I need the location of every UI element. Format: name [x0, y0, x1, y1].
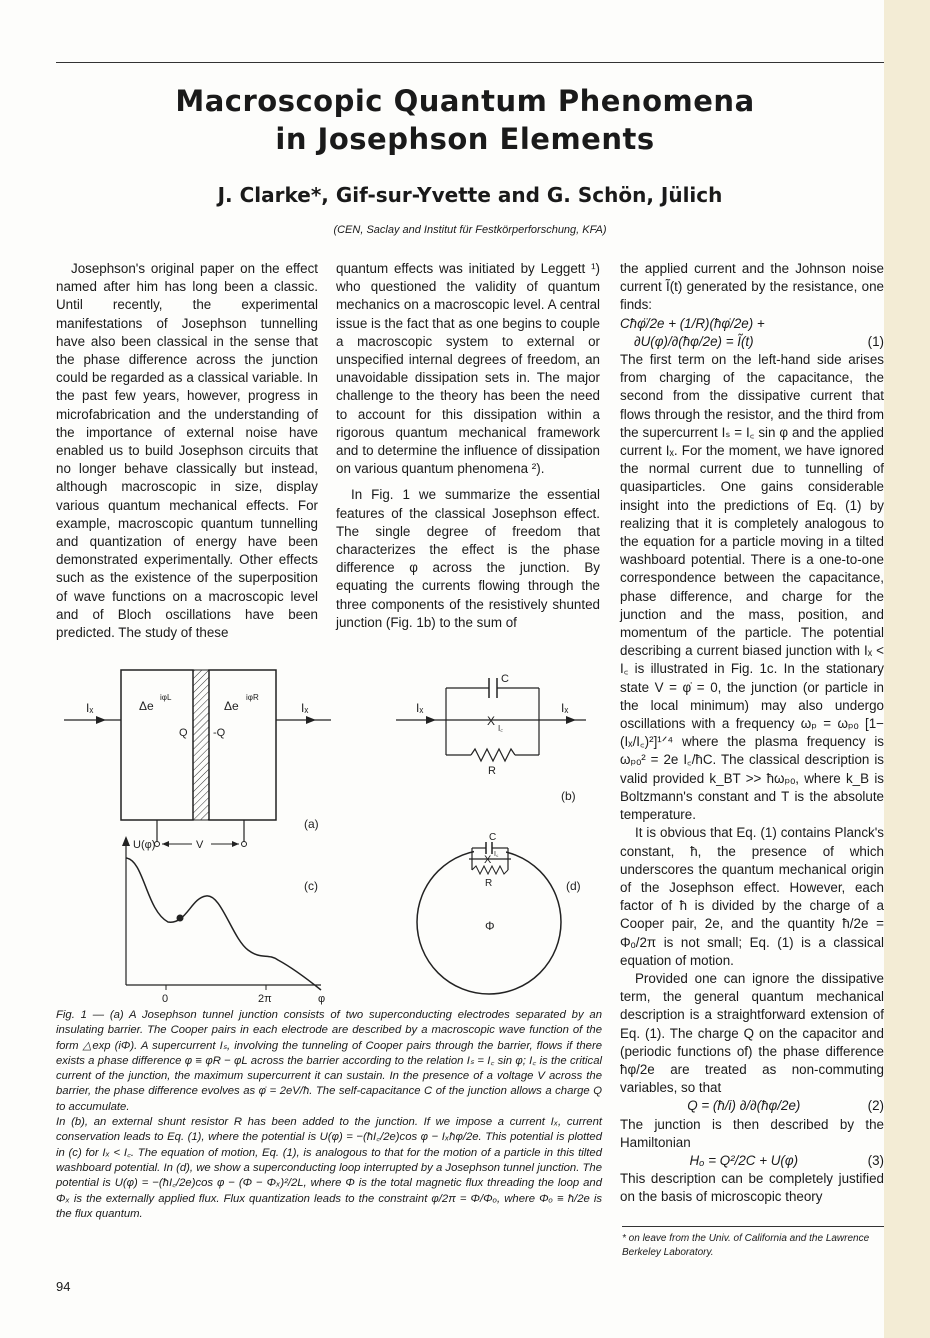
- arrow-icon: [96, 716, 106, 724]
- caption-paragraph: Fig. 1 — (a) A Josephson tunnel junction consists of two superconducting electrodes separated by an insulating barrier. The Cooper pairs in each electrode are described by a macroscopic wave function of the form △exp (iΦ). A supercurrent Iₛ, involving the tunneling of Cooper pairs through the barrier, flows if there exists a phase difference φ ≡ φR − φL across the barrier according to the relation Iₛ = I꜀ sin φ; I꜀ is the critical current of the junction, the maximum supercurrent it can sustain. In the presence of a voltage V across the barrier, the phase difference evolves as φ̇ = 2eV/ħ. The self-capacitance C of the junction allows a charge Q to accumulate.: [56, 1009, 602, 1113]
- caption-paragraph: In (b), an external shunt resistor R has been added to the junction. If we impose a current Iₓ, current conservation leads to Eq. (1), where the potential is U(φ) = −(ħI꜀/2e)cos φ − Iₓħφ/2e. This potential is plotted in (c) for Iₓ < I꜀. The equation of motion, Eq. (1), is analogous to that for the motion of a particle in this tilted washboard potential. In (d), we show a superconducting loop interrupted by a Josephson tunnel junction. The potential is U(φ) = −(ħI꜀/2e)cos φ − (Φ − Φₓ)²/2L, where Φ is the total magnetic flux threading the loop and Φₓ is the externally applied flux. Flux quantization leads to the constraint φ/2π = Φ/Φₒ, where Φₒ ≡ ħ/2e is the flux quantum.: [56, 1116, 602, 1220]
- left-electrode: [121, 670, 193, 820]
- charge-left-label: Q: [179, 727, 188, 739]
- arrow-icon: [162, 841, 169, 847]
- arrow-icon: [122, 836, 130, 846]
- right-wave-label: Δe: [224, 699, 239, 713]
- paragraph: the applied current and the Johnson noise current Ĩ(t) generated by the resistance, one finds:: [620, 261, 884, 313]
- paragraph: The first term on the left-hand side arises from charging of the capacitance, the second from the dissipative current that flows through the resistor, and the third from the supercurrent Iₛ = I꜀ sin φ and the applied current Iₓ. For the moment, we have ignored the normal current due to tunnelling of quasiparticles. One gains considerable insight into the predictions of Eq. (1) by realizing that it is completely analogous to the equation for a particle moving in a tilted washboard potential. There is a one-to-one correspondence between the capacitance, phase difference, and charge for the junction and the mass, position, and momentum of the particle. The potential describing a current biased junction with Iₓ < I꜀ is illustrated in Fig. 1c. In the stationary state V = φ̇ = 0, the junction (or particle in the local minimum) may also undergo oscillations with a frequency ωₚ = ωₚₒ [1−(Iₓ/I꜀)²]¹ᐟ⁴ where the plasma frequency is ωₚₒ² = 2e I꜀/ħC. The classical description is valid provided k_BT >> ħωₚₒ, where k_B is Boltzmann's constant and T is the absolute temperature.: [620, 352, 884, 823]
- charge-right-label: -Q: [213, 727, 226, 739]
- junction-subscript: I꜀: [498, 724, 503, 733]
- right-wave-exponent: iφR: [246, 693, 259, 702]
- equation-3: Hₒ = Q²/2C + U(φ) (3): [620, 1152, 884, 1170]
- resistor-label: R: [485, 878, 493, 889]
- figure-1a-junction: [64, 670, 331, 851]
- equation-2: Q = (ħ/i) ∂/∂(ħφ/2e) (2): [620, 1097, 884, 1115]
- figure-caption: [56, 1008, 602, 1222]
- footnote-rule: [622, 1226, 884, 1227]
- left-wave-exponent: iφL: [160, 693, 172, 702]
- junction-cross: X: [487, 714, 496, 728]
- figure-1: [56, 660, 606, 1005]
- equation-number: (2): [867, 1098, 884, 1114]
- flux-label: Φ: [485, 919, 495, 933]
- article-title: [0, 82, 930, 158]
- x-tick-2pi: 2π: [258, 993, 272, 1005]
- authors: J. Clarke*, Gif-sur-Yvette and G. Schön, Jülich: [217, 183, 723, 207]
- column-2: [336, 260, 600, 632]
- potential-curve: [126, 858, 321, 990]
- arrow-icon: [232, 841, 239, 847]
- column-3: [620, 260, 884, 1207]
- affiliation: (CEN, Saclay and Institut für Festkörperforschung, KFA): [333, 224, 607, 236]
- junction-subscript: I꜀: [494, 851, 499, 858]
- figure-1b-circuit: [396, 673, 586, 803]
- arrow-icon: [426, 716, 436, 724]
- figure-1c-plot: [122, 836, 325, 1005]
- paragraph: The junction is then described by the Hamiltonian: [620, 1116, 884, 1150]
- panel-label-a: (a): [304, 817, 319, 831]
- current-out-label: Iₓ: [301, 701, 309, 715]
- y-axis-label: U(φ): [133, 839, 156, 851]
- title-line-1: Macroscopic Quantum Phenomena: [175, 84, 755, 118]
- current-out-label: Iₓ: [561, 701, 569, 715]
- paragraph: This description can be completely justified on the basis of microscopic theory: [620, 1171, 884, 1205]
- particle-dot: [177, 915, 184, 922]
- arrow-icon: [306, 716, 316, 724]
- paragraph: quantum effects was initiated by Leggett ¹) who questioned the validity of quantum mechanics on a macroscopic level. A central issue is the fact that as one begins to couple a macroscopic system to external or unspecified internal degrees of freedom, an unavoidable dissipation sets in. The major challenge to the theory has been the need to account for this dissipation within a rigorous quantum mechanical framework and to determine the influence of dissipation on various quantum phenomena ²).: [336, 261, 600, 477]
- arrow-icon: [566, 716, 576, 724]
- panel-label-c: (c): [304, 879, 318, 893]
- equation-1-line-1: Cħφ̈/2e + (1/R)(ħφ̇/2e) +: [620, 315, 765, 331]
- right-electrode: [209, 670, 276, 820]
- x-tick-0: 0: [162, 993, 169, 1005]
- resistor-zigzag: [471, 749, 515, 761]
- equation-number: (3): [867, 1152, 884, 1168]
- capacitor-label: C: [501, 673, 509, 685]
- paragraph: In Fig. 1 we summarize the essential features of the classical Josephson effect. The single degree of freedom that characterizes the effect is the phase difference φ across the junction. By equating the currents flowing through the three components of the resistively shunted junction (Fig. 1b) to the sum of: [336, 487, 600, 630]
- top-rule: [56, 62, 884, 63]
- page-number: 94: [56, 1279, 71, 1294]
- equation-number: (1): [867, 333, 884, 349]
- footnote: * on leave from the Univ. of California and the Lawrence Berkeley Laboratory.: [622, 1233, 870, 1258]
- paragraph: Josephson's original paper on the effect named after him has long been a classic. Until recently, the experimental manifestations of Josephson tunnelling have also been classical in the sense that the phase difference across the junction could be regarded as a classical variable. In the past few years, however, progress in microfabrication and the understanding of the importance of external noise have enabled us to build Josephson circuits that no longer behave classically but instead, although macroscopic in size, display various quantum mechanical effects. For example, macroscopic quantum tunnelling and quantization of energy have been demonstrated experimentally. Other effects such as the existence of the superposition of wave functions on a macroscopic level and of Bloch oscillations have been predicted. The study of these: [56, 261, 318, 641]
- paragraph: Provided one can ignore the dissipative term, the general quantum mechanical description is a straightforward extension of Eq. (1). The charge Q on the capacitor and (periodic functions of) the phase difference ħφ/2e are treated as non-commuting variables, so that: [620, 970, 884, 1096]
- resistor-label: R: [488, 765, 496, 777]
- x-axis-label: φ: [318, 993, 326, 1005]
- figure-1d-loop: [417, 832, 581, 994]
- junction-cross: X: [484, 854, 492, 866]
- voltage-label: V: [196, 839, 204, 851]
- capacitor-label: C: [489, 832, 497, 843]
- panel-label-d: (d): [566, 879, 581, 893]
- insulating-barrier: [193, 670, 209, 820]
- panel-label-b: (b): [561, 789, 576, 803]
- left-wave-label: Δe: [139, 699, 154, 713]
- current-in-label: Iₓ: [86, 701, 94, 715]
- title-line-2: in Josephson Elements: [275, 122, 655, 156]
- equation-1-line-2: ∂U(φ)/∂(ħφ/2e) = Ĩ(t) (1): [620, 333, 884, 351]
- column-1: [56, 260, 318, 642]
- paragraph: It is obvious that Eq. (1) contains Planck's constant, ħ, the presence of which underscores the quantum mechanical origin of the Josephson effect. However, each factor of ħ is divided by the charge of a Cooper pair, 2e, and the quantity ħ/2e = Φₒ/2π is not small; Eq. (1) is a classical equation of motion.: [620, 825, 884, 968]
- current-in-label: Iₓ: [416, 701, 424, 715]
